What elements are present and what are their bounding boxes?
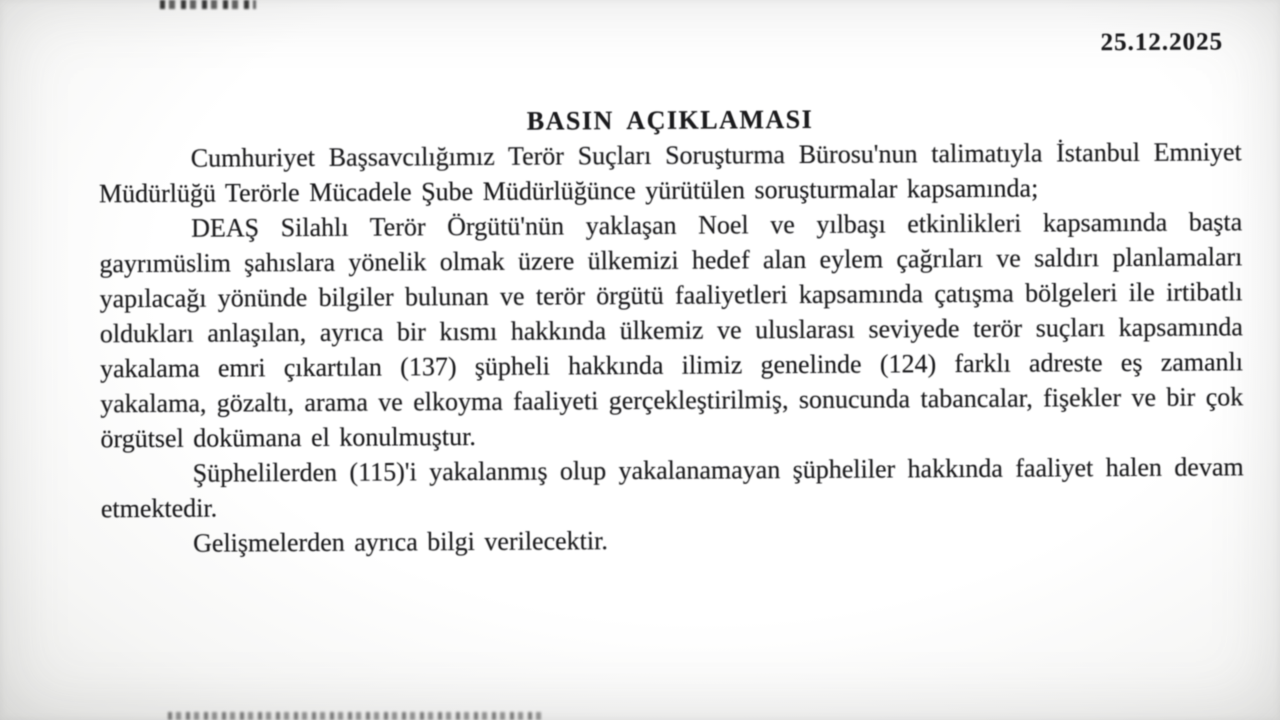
document-date: 25.12.2025	[1100, 28, 1224, 57]
paragraph-suspects-status: Şüphelilerden (115)'i yakalanmış olup yakalanamayan şüpheliler hakkında faaliyet halen devam etmektedir.	[100, 452, 1244, 524]
document-title: BASIN AÇIKLAMASI	[526, 104, 814, 136]
paragraph-intro: Cumhuriyet Başsavcılığımız Terör Suçları Soruşturma Bürosu'nun talimatıyla İstanbul Emniyet Müdürlüğü Terörle Mücadele Şube Müdürlüğünce yürütülen soruşturmalar kapsamında;	[98, 137, 1242, 209]
paragraph-operation-details: DEAŞ Silahlı Terör Örgütü'nün yaklaşan Noel ve yılbaşı etkinlikleri kapsamında başta gayrımüslim şahıslara yönelik olmak üzere ülkemizi hedef alan eylem çağrıları ve saldırı planlamaları yapılacağı yönünde bilgiler bulunan ve terör örgütü faaliyetleri kapsamında çatışma bölgeleri ile irtibatlı oldukları anlaşılan, ayrıca bir kısmı hakkında ülkemiz ve uluslarası seviyede terör suçları kapsamında yakalama emri çıkartılan (137) şüpheli hakkında ilimiz genelinde (124) farklı adreste eş zamanlı yakalama, gözaltı, arama ve elkoyma faaliyeti gerçekleştirilmiş, sonucunda tabancalar, fişekler ve bir çok örgütsel dokümana el konulmuştur.	[99, 207, 1244, 454]
cutoff-header-fragment	[160, 0, 256, 9]
paragraph-closing: Gelişmelerden ayrıca bilgi verilecektir.	[193, 526, 608, 558]
cutoff-bottom-line-fragment	[168, 712, 543, 720]
